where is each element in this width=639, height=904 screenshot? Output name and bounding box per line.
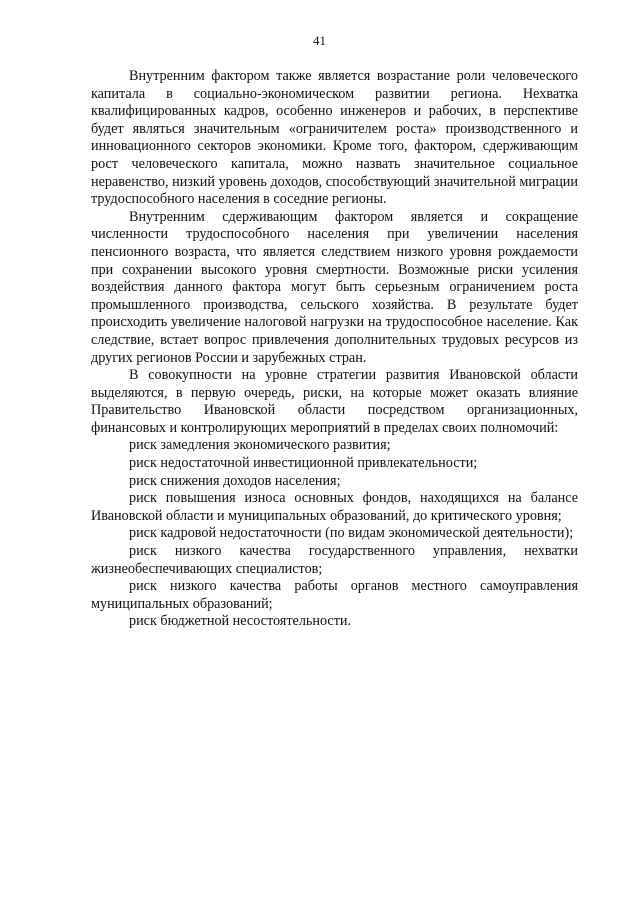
list-item-risk: риск снижения доходов населения; — [129, 472, 341, 489]
list-item-risk: риск бюджетной несостоятельности. — [129, 613, 352, 630]
page-number: 41 — [313, 33, 326, 48]
list-item-risk: риск кадровой недостаточности (по видам экономической деятельности); — [129, 525, 574, 542]
document-body — [91, 68, 578, 631]
paragraph-risks-intro: В совокупности на уровне стратегии развития Ивановской области выделяются, в первую очередь, риски, на которые может оказать влияние Правительство Ивановской области посредством организационных, финансовых и контролирующих мероприятий в пределах своих полномочий: — [91, 367, 578, 436]
list-item-risk: риск замедления экономического развития; — [129, 437, 391, 454]
paragraph-workforce-decline: Внутренним сдерживающим фактором является и сокращение численности трудоспособного населения при увеличении населения пенсионного возраста, что является следствием низкого уровня рождаемости при сохранении высокого уровня смертности. Возможные риски усиления воздействия данного фактора могут быть серьезным ограничением роста промышленного производства, сельского хозяйства. В результате будет происходить увеличение налоговой нагрузки на трудоспособное население. Как следствие, встает вопрос привлечения дополнительных трудовых ресурсов из других регионов России и зарубежных стран. — [91, 208, 578, 366]
list-item-risk: риск повышения износа основных фондов, находящихся на балансе Ивановской области и муниципальных образований, до критического уровня; — [91, 490, 578, 524]
list-item-risk: риск низкого качества государственного управления, нехватки жизнеобеспечивающих специалистов; — [91, 543, 578, 577]
paragraph-human-capital: Внутренним фактором также является возрастание роли человеческого капитала в социально-экономическом развитии региона. Нехватка квалифицированных кадров, особенно инженеров и рабочих, в перспективе будет являться значительным «ограничителем роста» производственного и инновационного секторов экономики. Кроме того, фактором, сдерживающим рост человеческого капитала, можно назвать значительное социальное неравенство, низкий уровень доходов, способствующий значительной миграции трудоспособного населения в соседние регионы. — [91, 68, 578, 208]
list-item-risk: риск недостаточной инвестиционной привлекательности; — [129, 455, 478, 472]
list-item-risk: риск низкого качества работы органов местного самоуправления муниципальных образований; — [91, 578, 578, 612]
